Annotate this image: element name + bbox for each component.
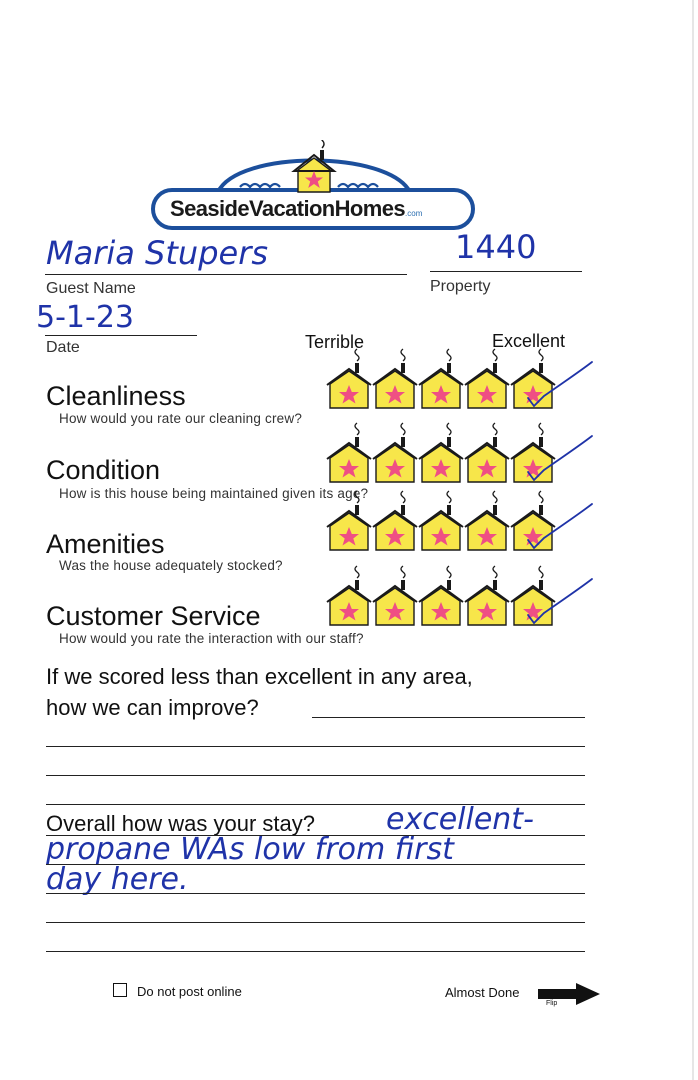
do-not-post-checkbox[interactable]: [113, 983, 127, 997]
property-label: Property: [430, 278, 491, 295]
rating-house-icon[interactable]: [327, 349, 371, 408]
flip-label: Flip: [546, 1000, 558, 1007]
rating-house-icon[interactable]: [327, 423, 371, 482]
category-question-cleanliness: How would you rate our cleaning crew?: [59, 411, 303, 426]
rating-houses-amenities: [326, 498, 556, 558]
overall-line-5: [46, 951, 585, 952]
rating-house-icon[interactable]: [373, 566, 417, 625]
rating-house-icon[interactable]: [373, 423, 417, 482]
overall-answer-line2: propane WAs low from first: [46, 832, 454, 867]
category-title-condition: Condition: [46, 455, 161, 485]
logo-brand: SeasideVacationHomes: [170, 196, 406, 221]
rating-houses-cleanliness: [326, 356, 556, 416]
rating-house-icon[interactable]: [465, 566, 509, 625]
rating-house-icon[interactable]: [327, 566, 371, 625]
almost-done-label: Almost Done: [445, 985, 520, 1000]
guest-name-line: [45, 274, 407, 275]
scale-low-label: Terrible: [305, 332, 365, 352]
property-value: 1440: [455, 228, 537, 266]
rating-house-icon[interactable]: [419, 566, 463, 625]
overall-line-3: [46, 893, 585, 894]
date-label: Date: [46, 339, 80, 356]
rating-house-icon[interactable]: [465, 423, 509, 482]
category-question-customer-service: How would you rate the interaction with our staff?: [59, 631, 364, 646]
guest-name-value: Maria Stupers: [46, 234, 269, 272]
scale-high-label: Excellent: [492, 331, 566, 351]
improve-line-2: [46, 746, 585, 747]
rating-house-icon[interactable]: [511, 491, 555, 550]
date-value: 5-1-23: [36, 300, 134, 335]
do-not-post-label: Do not post online: [137, 984, 242, 999]
logo-suffix: .com: [405, 209, 423, 218]
category-title-customer-service: Customer Service: [46, 601, 261, 631]
rating-houses-condition: [326, 430, 556, 490]
category-question-amenities: Was the house adequately stocked?: [59, 558, 283, 573]
rating-house-icon[interactable]: [373, 349, 417, 408]
rating-house-icon[interactable]: [465, 349, 509, 408]
rating-house-icon[interactable]: [511, 566, 555, 625]
rating-house-icon[interactable]: [511, 349, 555, 408]
improve-line-1: [312, 717, 585, 718]
rating-house-icon[interactable]: [419, 423, 463, 482]
rating-house-icon[interactable]: [511, 423, 555, 482]
category-question-condition: How is this house being maintained given its age?: [59, 486, 369, 501]
overall-answer-line1: excellent-: [386, 802, 534, 837]
overall-answer-line3: day here.: [46, 862, 189, 897]
page-edge: [692, 0, 694, 1080]
property-line: [430, 271, 582, 272]
rating-houses-customer-service: [326, 573, 556, 633]
overall-line-4: [46, 922, 585, 923]
rating-house-icon[interactable]: [419, 349, 463, 408]
improve-question-line1: If we scored less than excellent in any area,: [46, 664, 473, 689]
category-title-amenities: Amenities: [46, 529, 165, 559]
guest-name-label: Guest Name: [46, 280, 136, 297]
improve-question-line2: how we can improve?: [46, 695, 259, 720]
date-line: [45, 335, 197, 336]
category-title-cleanliness: Cleanliness: [46, 381, 186, 411]
rating-house-icon[interactable]: [327, 491, 371, 550]
logo-text: [170, 196, 422, 222]
rating-house-icon[interactable]: [419, 491, 463, 550]
overall-question: Overall how was your stay?: [46, 811, 315, 836]
rating-house-icon[interactable]: [465, 491, 509, 550]
rating-house-icon[interactable]: [373, 491, 417, 550]
improve-line-3: [46, 775, 585, 776]
logo: [148, 140, 478, 235]
